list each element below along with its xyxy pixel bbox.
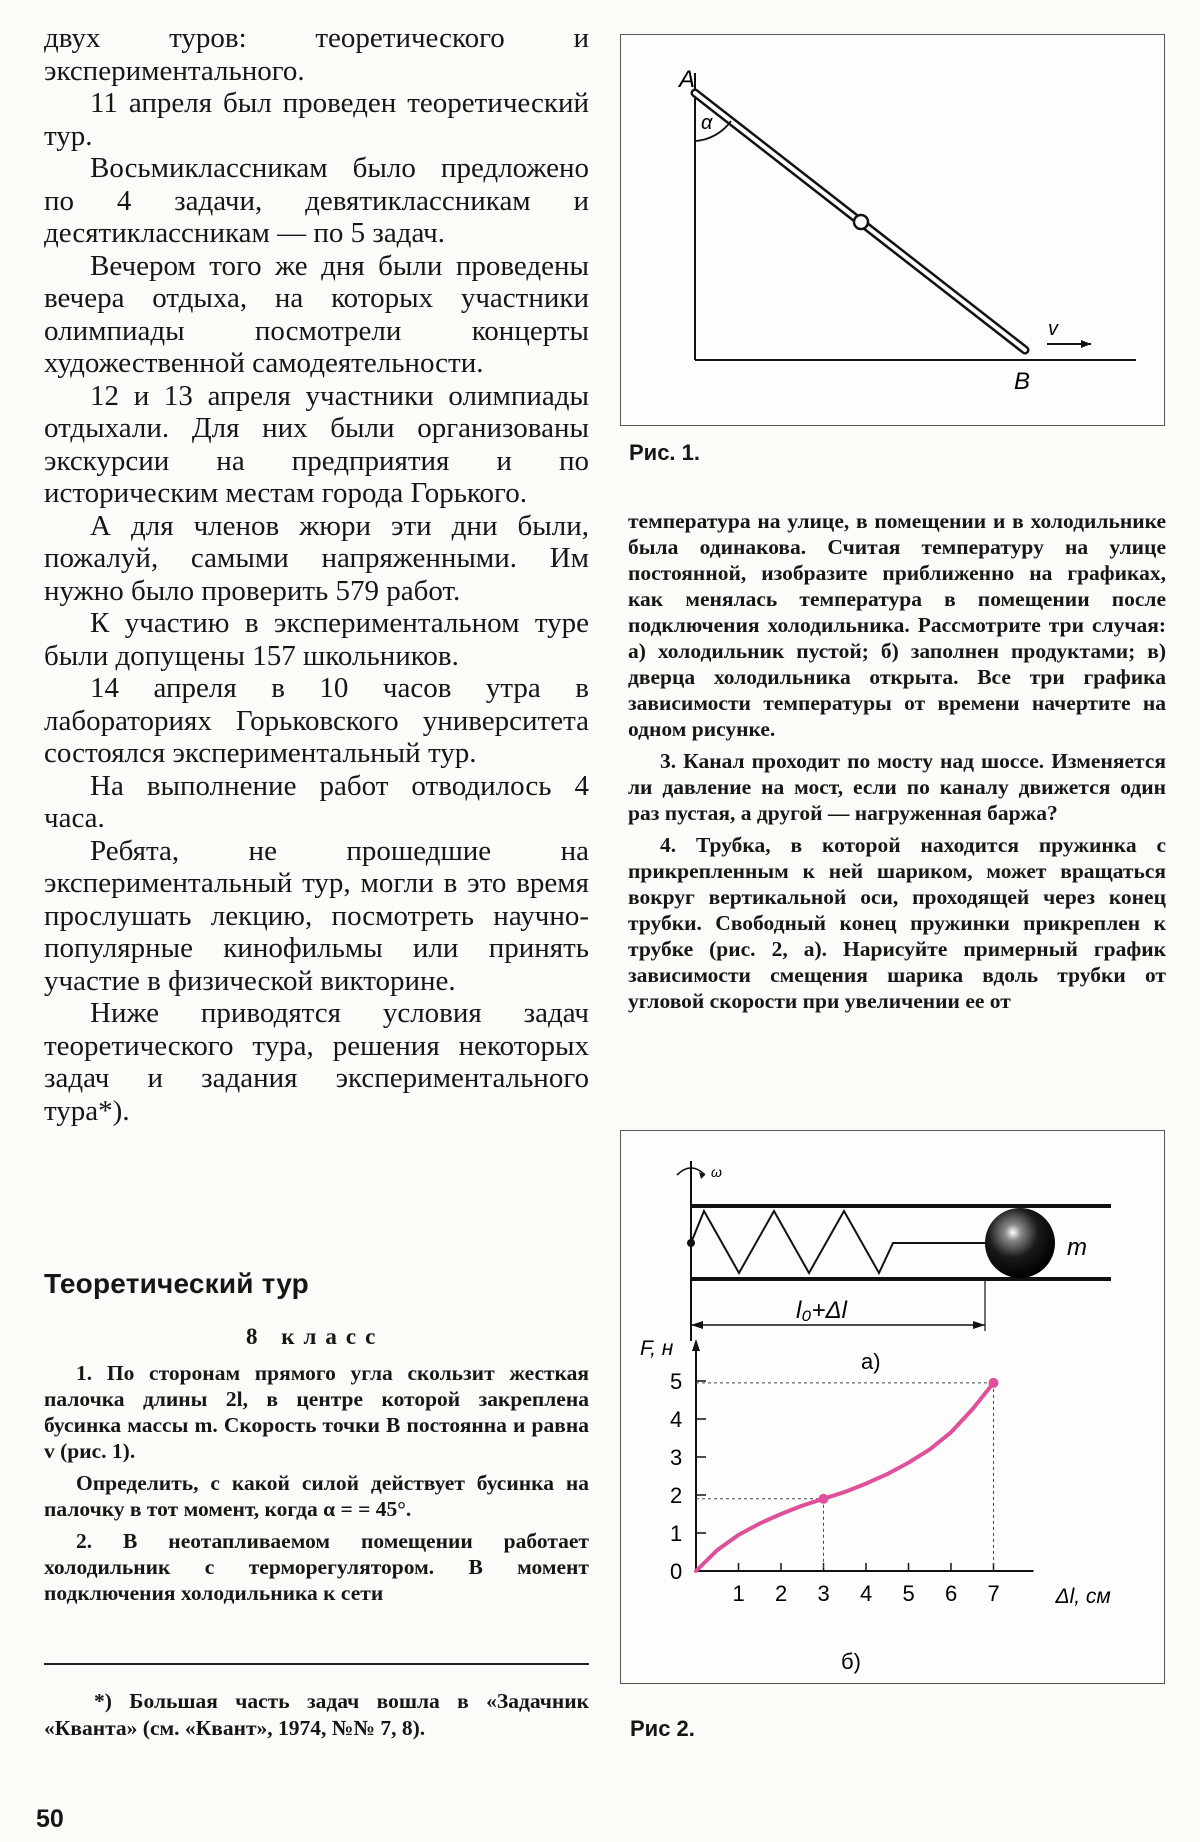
y-tick-label: 5: [670, 1369, 683, 1394]
paragraph: 12 и 13 апреля участники олимпиады отдыхали. Для них были организованы экскурсии на предприятия и по историческим местам города Горького.: [44, 379, 589, 509]
paragraph: На выполнение работ отводилось 4 часа.: [44, 769, 589, 834]
problem-text: Трубка, в которой находится пружинка с прикрепленным к ней шариком, может вращаться вокруг вертикальной оси, проходящей через конец трубки. Свободный конец пружинки прикреплен к трубке (рис. 2, а). Нарисуйте примерный график зависимости смещения шарика вдоль трубки от угловой скорости при увеличении ее от: [628, 833, 1166, 1013]
footnote: *) Большая часть задач вошла в «Задачник «Кванта» (см. «Квант», 1974, №№ 7, 8).: [44, 1689, 589, 1740]
x-axis-label: Δl, см: [1055, 1585, 1111, 1608]
mass-label: m: [1067, 1234, 1087, 1261]
label-v: v: [1048, 318, 1058, 340]
x-tick-label: 3: [817, 1581, 830, 1606]
y-tick-label: 2: [670, 1483, 683, 1508]
subfig-b-label: б): [841, 1649, 861, 1674]
problem-text: Канал проходит по мосту над шоссе. Изменяется ли давление на мост, если по каналу движется один раз пустая, а другой — нагруженная баржа?: [628, 749, 1167, 825]
y-tick-label: 1: [670, 1521, 683, 1546]
problem-number: 3.: [660, 749, 677, 773]
problem-1-question: Определить, с какой силой действует бусинка на палочку в тот момент, когда α = = 45°.: [44, 1471, 589, 1521]
figure-1: [620, 34, 1165, 426]
series-line: [696, 1383, 994, 1571]
problem-3: [628, 748, 1166, 826]
problems-left: [44, 1360, 589, 1612]
figure-2: [620, 1130, 1165, 1684]
problem-text: В неотапливаемом помещении работает холодильник с терморегулятором. В момент подключения холодильника к сети: [44, 1529, 589, 1605]
y-tick-label: 3: [670, 1445, 683, 1470]
data-point: [819, 1494, 829, 1504]
bead: [854, 215, 868, 229]
omega-label: ω: [711, 1164, 722, 1180]
figure-2-caption: Рис 2.: [630, 1716, 695, 1741]
paragraph: А для членов жюри эти дни были, пожалуй, самыми напряженными. Им нужно было проверить 579 работ.: [44, 509, 589, 607]
x-tick-label: 7: [987, 1581, 1000, 1606]
paragraph: 11 апреля был проведен теоретический тур.: [44, 87, 589, 152]
subfig-a-label: а): [861, 1349, 881, 1374]
paragraph: Вечером того же дня были проведены вечера отдыха, на которых участники олимпиады посмотрели концерты художественной самодеятельности.: [44, 249, 589, 379]
left-column: [44, 22, 589, 1127]
length-label: l₀+Δl: [796, 1297, 847, 1324]
figure-1-caption: Рис. 1.: [629, 440, 701, 465]
paragraph: Ниже приводятся условия задач теоретического тура, решения некоторых задач и задания экспериментального тура*).: [44, 997, 589, 1127]
ball: [985, 1208, 1055, 1278]
figure-2-drawing: [621, 1131, 1164, 1683]
class-heading: 8 класс: [246, 1324, 385, 1349]
problem-text: По сторонам прямого угла скользит жесткая палочка длины 2l, в центре которой закреплена бусинка массы m. Скорость точки B постоянна и равна v (рис. 1).: [44, 1361, 589, 1463]
x-tick-label: 5: [902, 1581, 915, 1606]
dim-arrow-left-icon: [691, 1321, 703, 1329]
figure-1-drawing: [621, 35, 1164, 425]
label-alpha: α: [701, 112, 713, 134]
dim-arrow-right-icon: [973, 1321, 985, 1329]
paragraph: 14 апреля в 10 часов утра в лабораториях Горьковского университета состоялся экспериментальный тур.: [44, 672, 589, 769]
problem-4: [628, 832, 1166, 1014]
data-point: [989, 1378, 999, 1388]
page-number: 50: [36, 1805, 64, 1833]
label-a: A: [679, 66, 696, 93]
x-tick-label: 6: [945, 1581, 958, 1606]
section-title: Теоретический тур: [44, 1268, 309, 1299]
y-tick-label: 4: [670, 1407, 683, 1432]
paragraph: Ребята, не прошедшие на экспериментальный тур, могли в это время прослушать лекцию, посмотреть научно-популярные кинофильмы или принять участие в физической викторине.: [44, 834, 589, 997]
y-axis-arrow-icon: [692, 1339, 700, 1351]
force-chart: [640, 1337, 1111, 1608]
problem-number: 2.: [76, 1529, 93, 1553]
x-tick-label: 1: [732, 1581, 745, 1606]
y-axis-label: F, н: [640, 1337, 674, 1360]
paragraph: К участию в экспериментальном туре были допущены 157 школьников.: [44, 607, 589, 672]
label-b: B: [1014, 368, 1031, 395]
y-tick-label: 0: [670, 1559, 683, 1584]
problem-number: 1.: [76, 1361, 93, 1385]
problem-2-continued: температура на улице, в помещении и в холодильнике была одинакова. Считая температуру на улице постоянной, изобразите приближенно на графиках, как менялась температура в помещении после подключения холодильника. Рассмотрите три случая: а) холодильник пустой; б) заполнен продуктами; в) дверца холодильника открыта. Все три графика зависимости температуры от времени начертите на одном рисунке.: [628, 509, 1166, 741]
problem-2: [44, 1528, 589, 1606]
arrow-head-icon: [1081, 340, 1091, 348]
spring: [691, 1211, 986, 1273]
problem-number: 4.: [660, 833, 677, 857]
problem-1: [44, 1360, 589, 1464]
paragraph: Восьмиклассникам было предложено по 4 задачи, девятиклассникам и десятиклассникам — по 5 задач.: [44, 152, 589, 249]
paragraph: двух туров: теоретического и экспериментального.: [44, 22, 589, 87]
problems-right: [628, 508, 1166, 1014]
footnote-rule: [44, 1663, 589, 1665]
x-tick-label: 4: [860, 1581, 873, 1606]
x-tick-label: 2: [775, 1581, 788, 1606]
